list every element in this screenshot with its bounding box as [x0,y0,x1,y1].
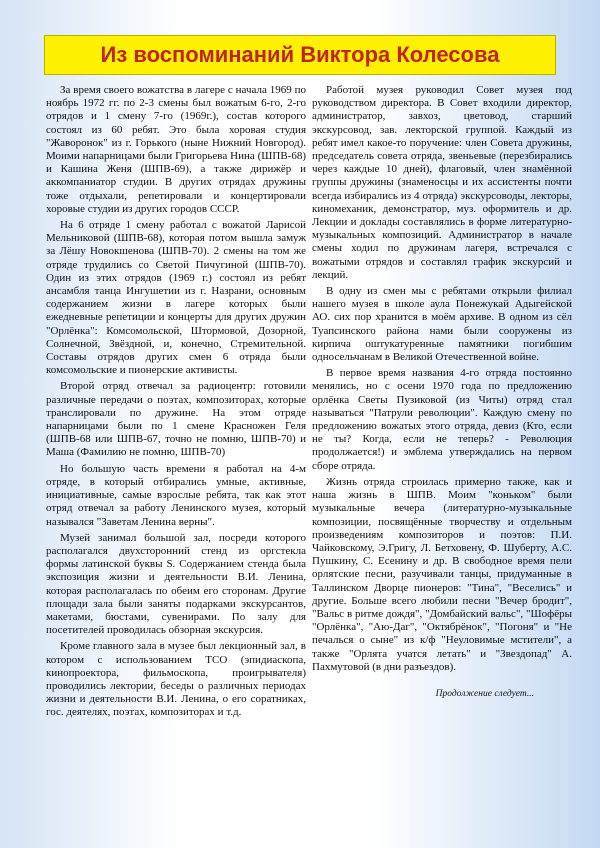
left-column [46,84,306,723]
paragraph: Работой музея руководил Совет музея под руководством директора. В Совет входили директор, администратор, завхоз, цветовод, старший экскурсовод, зав. лекторской группой. Каждый из ребят имел какое-то поручение: член Совета дружины, председатель совета отряда, звеньевые (перезбирались через каждые 10 дней), флаговый, член знамённой группы дружины (знаменосцы и их ассистенты почти всегда избирались из 4 отряда) экскурсоводы, лекторы, киномеханик, демонстратор, муз. оформитель и др. Лекции и доклады составлялись в форме литературно-музыкальных композиций. Администратор в начале смены ходил по дружинам лагеря, встречался с вожатыми отрядов и составлял график экскурсий и лекций. [312,84,572,281]
paragraph: За время своего вожатства в лагере с начала 1969 по ноябрь 1972 гг. по 2-3 смены был вожатым 6-го, 2-го отрядов и 1 смену 7-го (1969г.), состав которого состоял из 60 ребят. Это была хоровая студия "Жаворонок" из г. Горького (ныне Нижний Новгород). Моими напарницами были Григорьева Нина (ШПВ-68) и Кашина Женя (ШПВ-69), а также дирижёр и аккомпаниатор студии. В других отрядах дружины тоже отдыхали, репетировали и концертировали хоровые студии из других городов СССР. [46,84,306,215]
paragraph: Но большую часть времени я работал на 4-м отряде, в который отбирались умные, активные, инициативные, самые взрослые ребята, так как этот отряд отвечал за работу Ленинского музея, который назывался "Заветам Ленина верны". [46,462,306,528]
paragraph: В одну из смен мы с ребятами открыли филиал нашего музея в школе аула Понежукай Адыгейской АО. сих пор хранится в моём архиве. В одном из сёл Туапсинского района нами были сооружены из кирпича оштукатуренные памятники погибшим односельчанам в Великой Отечественной войне. [312,285,572,364]
paragraph: В первое время названия 4-го отряда постоянно менялись, но с осени 1970 года по предложению орлёнка Светы Пузиковой (из Читы) отряд стал называться "Патрули революции". Каждую смену по предложению вожатых этого отряда, девиз (Кто, если не ты? Когда, если не теперь? - Революция продолжается!) и эмблема утверждались на первом сборе отряда. [312,367,572,472]
page-title: Из воспоминаний Виктора Колесова [100,42,500,67]
title-banner [44,35,556,75]
paragraph: Музей занимал большой зал, посреди которого располагался двухсторонний стенд из оргстекла формы латинской буквы S. Содержанием стенда была экспозиция жизни и деятельности В.И. Ленина, которая располагалась по обеим его сторонам. Другие площади зала были заняты подарками экскурсантов, макетами, бюстами, сувенирами. По залу для посетителей проводилась обзорная экскурсия. [46,531,306,637]
paragraph: Второй отряд отвечал за радиоцентр: готовили различные передачи о поэтах, композиторах, которые транслировали по дружине. На этом отряде напарницами были по 1 смене Красножен Геля (ШПВ-68 или ШПВ-67, точно не помню, ШПВ-70) и Маша (Фамилию не помню, ШПВ-70) [46,380,306,459]
right-column [312,84,572,704]
paragraph: На 6 отряде 1 смену работал с вожатой Ларисой Мельниковой (ШПВ-68), которая потом вышла замуж за Лёшу Новокшенова (ШПВ-70). 2 смены на том же отряде трудились со Светой Пичугиной (ШПВ-70). Один из этих отрядов (1969 г.) состоял из ребят ансамбля танца Ингушетии из г. Назрани, основным содержанием жизни в лагере которых были ежедневные репетиции и концерты для других дружин "Орлёнка": Комсомольской, Штормовой, Дозорной, Солнечной, Звёздной, и, конечно, Стремительной. Составы отрядов других смен 6 отряда были комсомольские и пионерские активисты. [46,219,306,377]
paragraph: Кроме главного зала в музее был лекционный зал, в котором с использованием ТСО (эпидиаскопа, кинопроектора, фильмоскопа, проигрывателя) проводились лектории, беседы о различных периодах жизни и деятельности В.И. Ленина, о его соратниках, гос. деятелях, поэтах, композиторах и т.д. [46,640,306,719]
paragraph: Жизнь отряда строилась примерно также, как и наша жизнь в ШПВ. Моим "коньком" были музыкальные вечера (литературно-музыкальные композиции, посвящённые творчеству и отдельным произведениям композиторов и поэтов: П.И. Чайковскому, Э.Григу, Л. Бетховену, Ф. Шуберту, А.С. Пушкину, С. Есенину и др. В свободное время пели орлятские песни, разучивали танцы, придуманные в Таллинском Дворце пионеров: "Тина", "Веселись" и другие. Больше всего любили песни "Вечер бродит", "Вальс в ритме дождя", "Домбайский вальс", "Шофёры "Орлёнка", "Аю-Даг", "Октябрёнок", "Погоня" и "Не печалься о сыне" из к/ф "Неуловимые мстители", а также "Орлята учатся летать" и "Звездопад" А. Пахмутовой (в дни разъездов). [312,475,572,673]
continuation-note: Продолжение следует... [435,688,534,699]
